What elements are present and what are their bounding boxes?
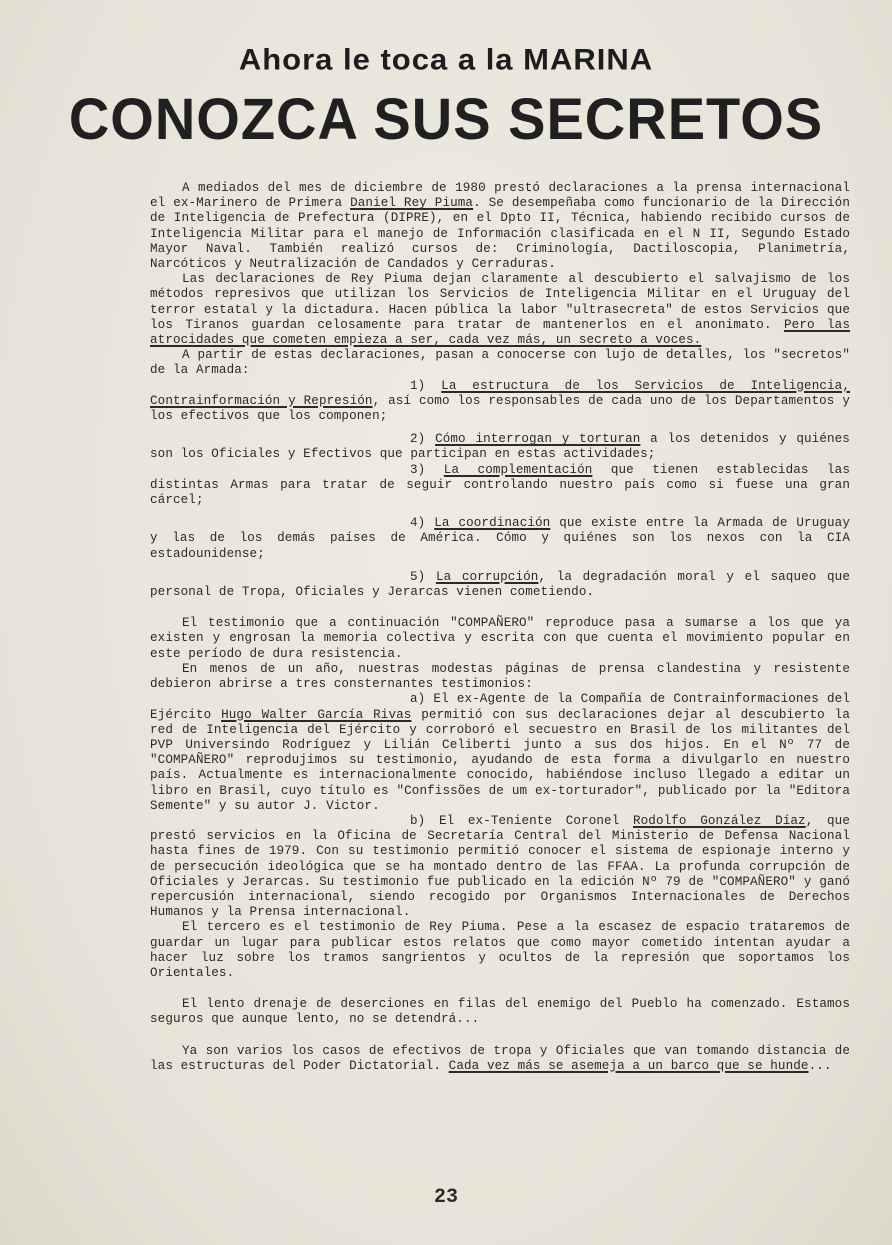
paragraph-closing: Ya son varios los casos de efectivos de tropa y Oficiales que van tomando distancia de las estructuras del Poder Dictatorial. Cada vez más se asemeja a un barco que se hunde... <box>150 1043 850 1073</box>
list-item-4: 4) La coordinación que existe entre la Armada de Uruguay y las de los demás países de América. Cómo y quiénes son los nexos con la CIA estadounidense; <box>150 516 850 561</box>
headline: CONOZCA SUS SECRETOS <box>68 85 824 152</box>
paragraph-declarations: Las declaraciones de Rey Piuma dejan claramente al descubierto el salvajismo de los métodos represivos que utilizan los Servicios de Inteligencia Militar en el Uruguay del terror estatal y la dictadura. Hacen pública la labor "ultrasecreta" de estos Servicios que los Tiranos guardan celosamente para tratar de mantenerlos en el anonimato. Pero las atrocidades que cometen empieza a ser, cada vez más, un secreto a voces. <box>150 272 850 348</box>
name-garcia-rivas: Hugo Walter García Rivas <box>221 707 412 722</box>
underline-sinking-ship: Cada vez más se asemeja a un barco que se hunde <box>448 1058 809 1073</box>
underline-atrocities: Pero las atrocidades que cometen empieza a ser, cada vez más, un secreto a voces. <box>150 317 850 348</box>
name-gonzalez-diaz: Rodolfo González Díaz <box>632 813 806 828</box>
paragraph-desertions: El lento drenaje de deserciones en filas del enemigo del Pueblo ha comenzado. Estamos seguros que aunque lento, no se detendrá... <box>150 997 850 1027</box>
list-item-5: 5) La corrupción, la degradación moral y el saqueo que personal de Tropa, Oficiales y Jerarcas vienen cometiendo. <box>150 569 850 600</box>
testimony-a: a) El ex-Agente de la Compañía de Contrainformaciones del Ejército Hugo Walter García Rivas permitió con sus declaraciones dejar al descubierto la red de Inteligencia del Ejército y corroboró el secuestro en Brasil de los militantes del PVP Universindo Rodríguez y Lilián Celiberti junto a sus dos hijos. En el Nº 77 de "COMPAÑERO" reprodujimos su testimonio, ayudando de esta forma a divulgarlo en nuestro país. Actualmente es internacionalmente conocido, habiéndose incluso llegado a editar un libro en Brasil, cuyo título es "Confissões de um ex-torturador", publicado por la "Editora Semente" y su autor J. Victor. <box>150 692 850 813</box>
paragraph-secrets-intro: A partir de estas declaraciones, pasan a conocerse con lujo de detalles, los "secretos" de la Armada: <box>150 348 850 378</box>
page-number: 23 <box>433 1186 458 1209</box>
article-body <box>150 181 850 1074</box>
paragraph-clandestine: En menos de un año, nuestras modestas páginas de prensa clandestina y resistente debieron abrirse a tres consternantes testimonios: <box>150 661 850 692</box>
list-item-3: 3) La complementación que tienen establecidas las distintas Armas para tratar de seguir controlando nuestro país como si fuese una gran cárcel; <box>150 462 850 508</box>
name-rey-piuma: Daniel Rey Piuma <box>350 196 474 211</box>
testimony-b: b) El ex-Teniente Coronel Rodolfo González Díaz, que prestó servicios en la Oficina de Secretaría Central del Ministerio de Defensa Nacional hasta fines de 1979. Con su testimonio permitió conocer el sistema de espionaje interno y de persecución ideológica que se ha montado dentro de las FFAA. La profunda corrupción de Oficiales y Jerarcas. Su testimonio fue publicado en la edición Nº 79 de "COMPAÑERO" y ganó repercusión internacional, siendo recogido por Organismos Internacionales de Derechos Humanos y la Prensa internacional. <box>150 813 850 920</box>
paragraph-intro: A mediados del mes de diciembre de 1980 prestó declaraciones a la prensa internacional el ex-Marinero de Primera Daniel Rey Piuma. Se desempeñaba como funcionario de la Dirección de Inteligencia de Prefectura (DIPRE), en el Dpto II, Técnica, habiendo recibido cursos de Inteligencia Militar para el manejo de Información clasificada en el N II, Segundo Estado Mayor Naval. También realizó cursos de: Criminología, Dactiloscopia, Planimetría, Narcóticos y Neutralización de Candados y Cerraduras. <box>150 181 851 272</box>
paragraph-testimony: El testimonio que a continuación "COMPAÑERO" reproduce pasa a sumarse a los que ya existen y engrosan la memoria colectiva y escrita con que cuenta el movimiento popular en este período de dura resistencia. <box>150 616 850 661</box>
paragraph-third: El tercero es el testimonio de Rey Piuma. Pese a la escasez de espacio trataremos de guardar un lugar para publicar estos relatos que como mayor cometido intentan ayudar a hacer luz sobre los tramos sangrientos y ocultos de la represión que soportamos los Orientales. <box>150 920 850 980</box>
list-item-1: 1) La estructura de los Servicios de Inteligencia, Contrainformación y Represión, así como los responsables de cada uno de los Departamentos y los efectivos que los componen; <box>150 378 850 424</box>
list-item-2: 2) Cómo interrogan y torturan a los detenidos y quiénes son los Oficiales y Efectivos que participan en estas actividades; <box>150 432 850 462</box>
kicker-title: Ahora le toca a la MARINA <box>238 42 654 77</box>
